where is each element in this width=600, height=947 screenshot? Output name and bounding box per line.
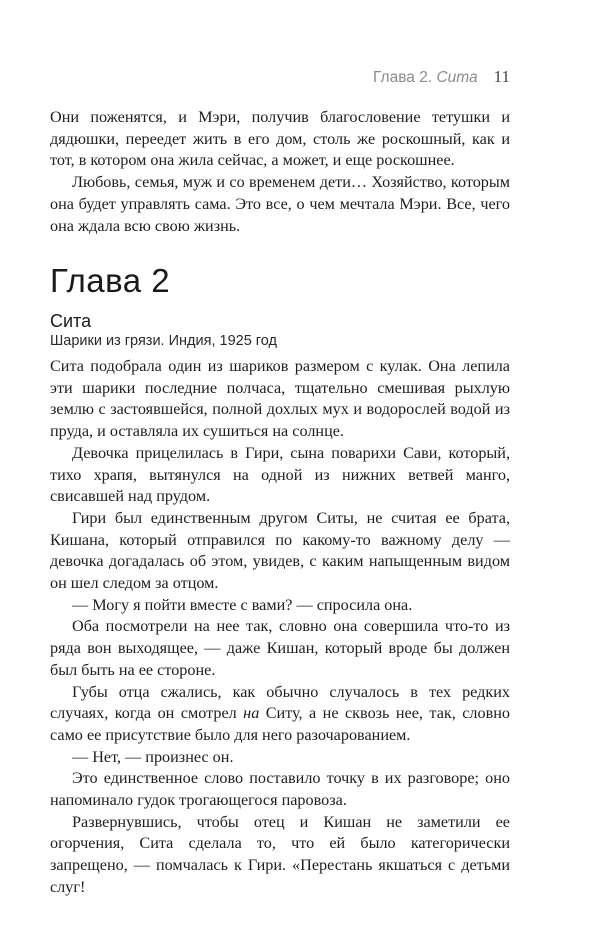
paragraph: Гири был единственным другом Ситы, не считая ее брата, Кишана, который отправился по какому-то важному делу — девочка догадалась об этом, увидев, с каким напыщенным видом он шел следом за отцом. (50, 508, 510, 593)
paragraph: Девочка прицелилась в Гири, сына поварихи Сави, который, тихо храпя, вытянулся на одной из нижних ветвей манго, свисавшей над прудом. (50, 443, 510, 506)
chapter-text (50, 356, 510, 899)
paragraph: Развернувшись, чтобы отец и Кишан не заметили ее огорчения, Сита сделала то, что ей было категорически запрещено, — помчалась к Гири. «Перестань якшаться с детьми слуг! (50, 812, 510, 896)
running-header-title (373, 69, 478, 86)
running-header (373, 66, 510, 88)
chapter-epigraph: Шарики из грязи. Индия, 1925 год (50, 333, 277, 349)
book-page (50, 0, 510, 947)
paragraph: — Могу я пойти вместе с вами? — спросила она. (72, 595, 413, 614)
paragraph: Любовь, семья, муж и со временем дети… Хозяйство, которым она будет управлять сама. Это все, о чем мечтала Мэри. Все, чего она ждала всю свою жизнь. (50, 173, 510, 235)
paragraph (50, 682, 510, 747)
page-number: 11 (493, 67, 510, 86)
paragraph-text: Губы отца сжались, как обычно случалось в тех редких случаях, когда он смотрел (50, 682, 510, 723)
running-header-chapter: Глава 2. (373, 69, 433, 86)
emphasis: на (243, 704, 260, 723)
chapter-subtitle: Сита (50, 311, 92, 331)
paragraph-text: Ситу, а не сквозь нее, так, словно само ее присутствие было для него разочарованием. (50, 704, 510, 744)
paragraph: — Нет, — произнес он. (72, 747, 234, 766)
intro-text (50, 107, 510, 237)
chapter-title: Глава 2 (50, 262, 171, 299)
paragraph: Оба посмотрели на нее так, словно она совершила что-то из ряда вон выходящее, — даже Кишан, который вроде бы должен был быть на ее стороне. (50, 617, 510, 679)
paragraph: Сита подобрала один из шариков размером с кулак. Она лепила эти шарики последние полчаса, тщательно смешивая рыхлую землю с застоявшейся, полной дохлых мух и водорослей водой из пруда, и оставляла их сушиться на солнце. (50, 357, 510, 441)
paragraph: Это единственное слово поставило точку в их разговоре; оно напоминало гудок трогающегося паровоза. (50, 769, 510, 810)
running-header-chapter-name: Сита (436, 69, 478, 86)
paragraph: Они поженятся, и Мэри, получив благословение тетушки и дядюшки, переедет жить в его дом, столь же роскошный, как и тот, в котором она жила сейчас, а может, и еще роскошнее. (50, 108, 510, 170)
